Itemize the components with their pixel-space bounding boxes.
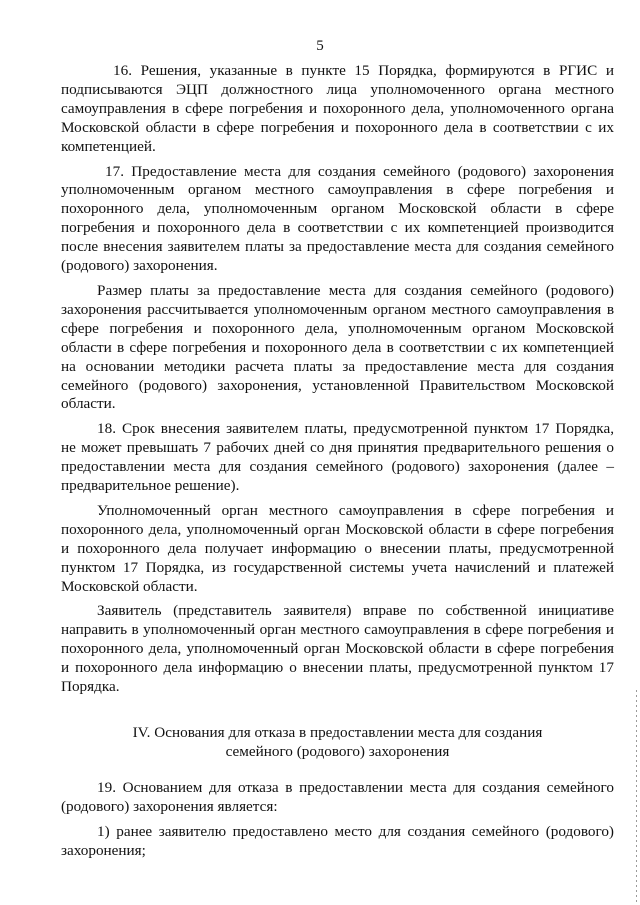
section-heading-line-1: IV. Основания для отказа в предоставлении места для создания xyxy=(132,724,543,741)
paragraph-16: 16. Решения, указанные в пункте 15 Порядка, формируются в РГИС и подписываются ЭЦП должностного лица уполномоченного органа местного самоуправления в сфере погребения и похоронного дела, уполномоченного органа Московской области в сфере погребения и похоронного дела в соответствии с их компетенцией. xyxy=(61,62,614,155)
section-heading-line-2: семейного (родового) захоронения xyxy=(225,743,450,760)
scan-edge-mark xyxy=(636,690,637,905)
paragraph-18: 18. Срок внесения заявителем платы, предусмотренной пунктом 17 Порядка, не может превышать 7 рабочих дней со дня принятия предварительного решения о предоставлении места для создания семейного (родового) захоронения (далее – предварительное решение). xyxy=(61,420,614,495)
page-number: 5 xyxy=(316,38,324,54)
list-item-1: 1) ранее заявителю предоставлено место для создания семейного (родового) захоронения; xyxy=(61,822,614,859)
section-heading-iv xyxy=(61,723,614,761)
paragraph-19: 19. Основанием для отказа в предоставлении места для создания семейного (родового) захоронения является: xyxy=(61,779,614,815)
document-body xyxy=(61,62,614,867)
paragraph-17: 17. Предоставление места для создания семейного (родового) захоронения уполномоченным органом местного самоуправления в сфере погребения и похоронного дела, уполномоченным органом Московской области в сфере погребения и похоронного дела в соответствии с их компетенцией производится после внесения заявителем платы за предоставление места для создания семейного (родового) захоронения. xyxy=(61,162,614,275)
paragraph-payment-info: Уполномоченный орган местного самоуправления в сфере погребения и похоронного дела, уполномоченный орган Московской области в сфере погребения и похоронного дела получает информацию о внесении платы, предусмотренной пунктом 17 Порядка, из государственной системы учета начислений и платежей Московской области. xyxy=(61,501,614,595)
paragraph-applicant-initiative: Заявитель (представитель заявителя) вправе по собственной инициативе направить в уполномоченный орган местного самоуправления в сфере погребения и похоронного дела, уполномоченный орган Московской области в сфере погребения и похоронного дела информацию о внесении платы, предусмотренной пунктом 17 Порядка. xyxy=(61,602,614,696)
paragraph-fee-size: Размер платы за предоставление места для создания семейного (родового) захоронения рассчитывается уполномоченным органом местного самоуправления в сфере погребения и похоронного дела, уполномоченным органом Московской области в сфере погребения и похоронного дела в соответствии с их компетенцией на основании методики расчета платы за предоставление места для создания семейного (родового) захоронения, установленной Правительством Московской области. xyxy=(61,281,614,413)
